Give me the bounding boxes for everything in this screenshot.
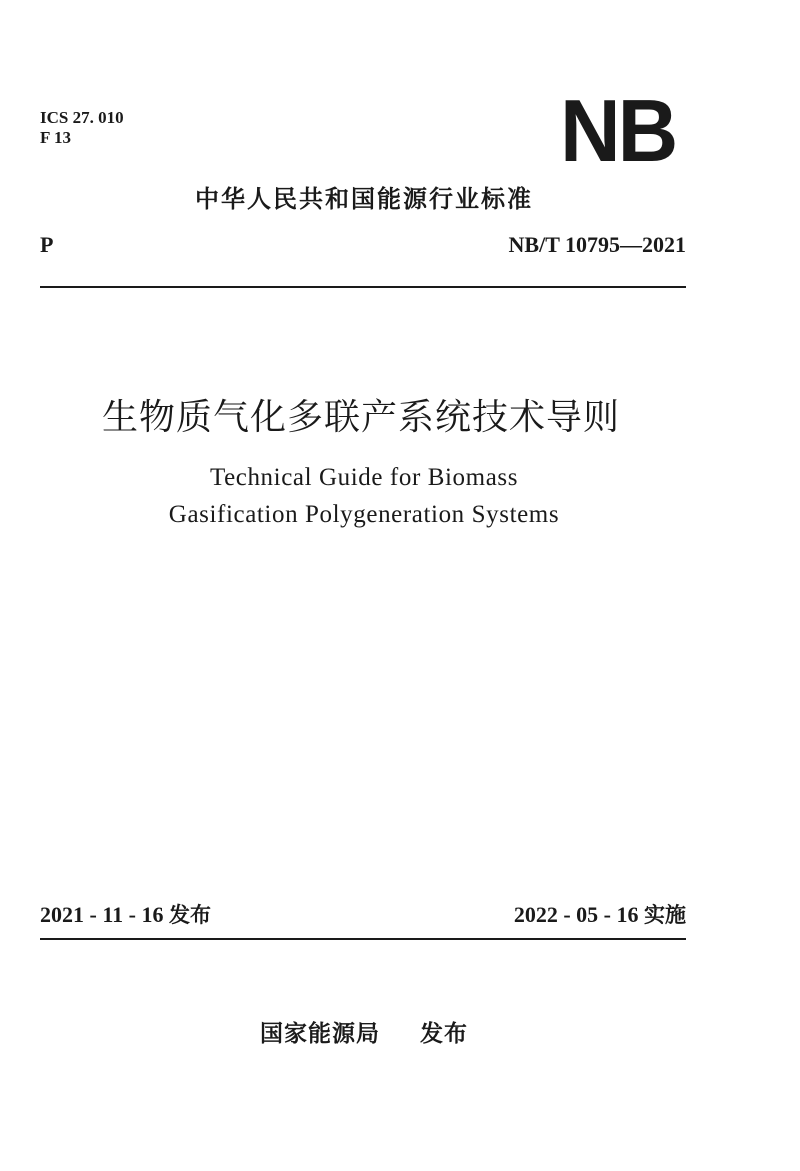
title-english-line2: Gasification Polygeneration Systems <box>168 501 560 528</box>
publisher-name: 国家能源局 <box>260 1021 380 1047</box>
issue-label: 发布 <box>168 903 211 927</box>
bottom-divider <box>40 938 686 940</box>
implement-label: 实施 <box>644 903 686 927</box>
ccs-code: F 13 <box>40 128 72 147</box>
publisher-action: 发布 <box>420 1021 468 1047</box>
top-divider <box>40 286 686 288</box>
implement-date-block <box>514 900 686 930</box>
nb-logo: NB <box>560 81 676 180</box>
standard-number: NB/T 10795—2021 <box>508 232 686 257</box>
publisher-line <box>0 1018 728 1050</box>
ics-code: ICS 27. 010 <box>40 108 124 127</box>
title-chinese: 生物质气化多联产系统技术导则 <box>101 397 620 438</box>
title-english-line1: Technical Guide for Biomass <box>209 464 519 491</box>
ics-block <box>40 108 124 148</box>
issue-date: 2021 - 11 - 16 <box>40 902 164 927</box>
issue-date-block <box>40 900 211 930</box>
implement-date: 2022 - 05 - 16 <box>513 902 639 927</box>
standard-category: 中华人民共和国能源行业标准 <box>195 185 533 213</box>
classification-code: P <box>40 232 54 257</box>
